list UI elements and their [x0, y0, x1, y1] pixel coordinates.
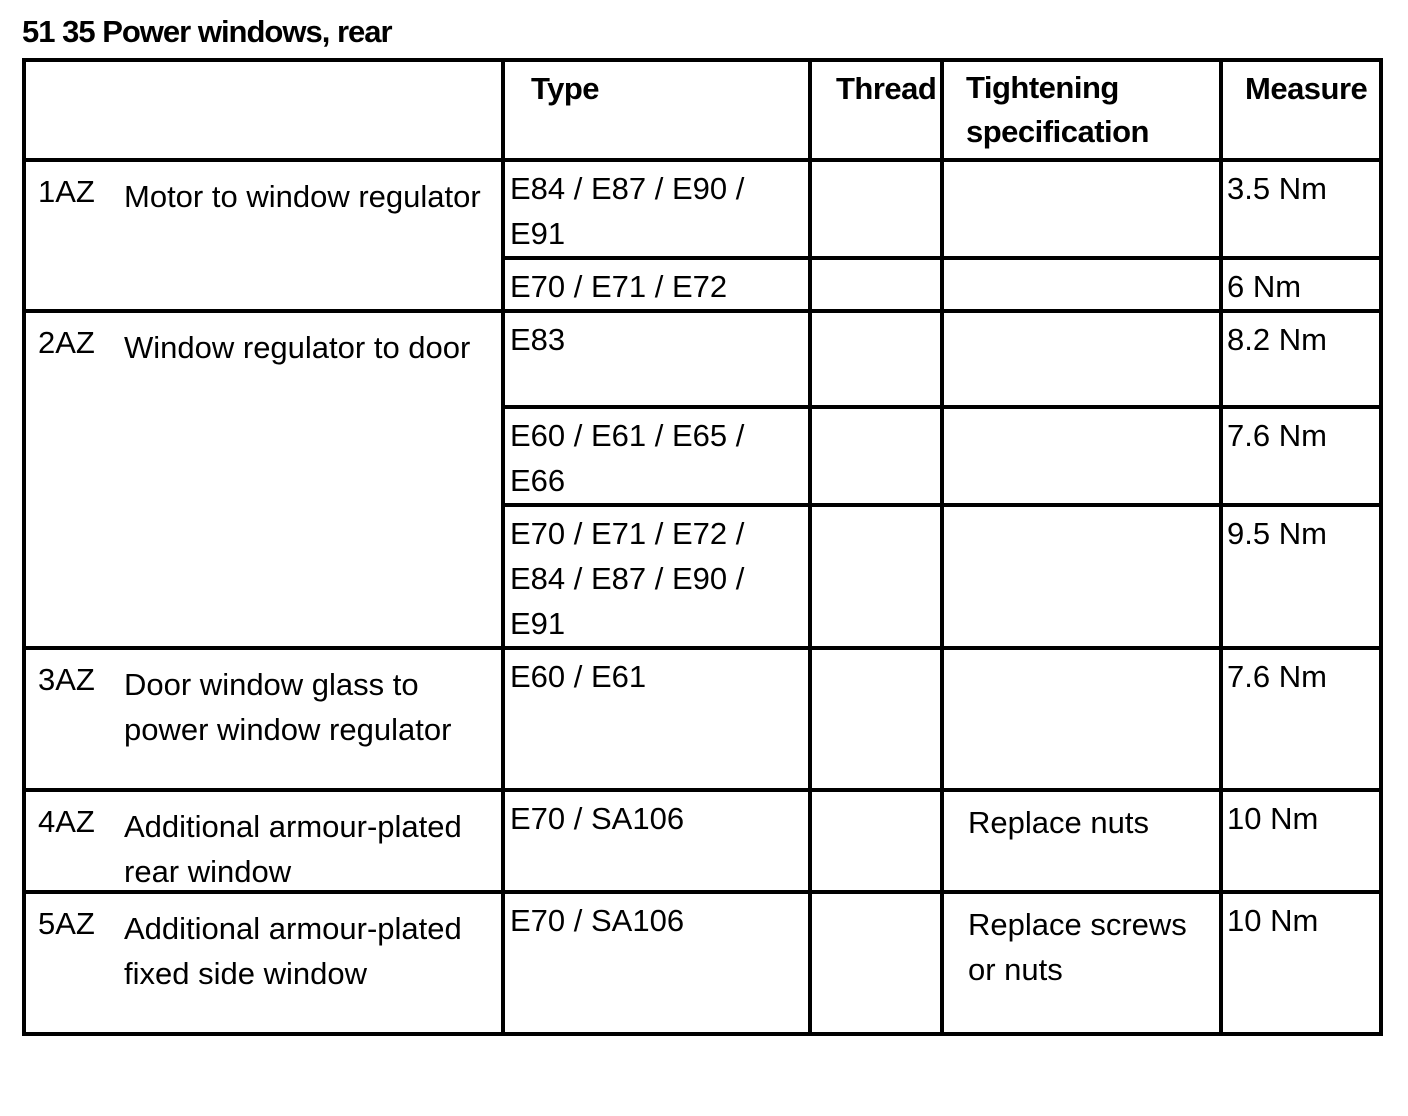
thread-cell	[810, 790, 942, 892]
type-cell: E70 / E71 / E72 / E84 / E87 / E90 / E91	[503, 505, 810, 648]
torque-spec-table	[22, 58, 1383, 1036]
measure-cell: 8.2 Nm	[1221, 311, 1381, 407]
item-cell	[24, 648, 503, 790]
specification-cell	[942, 258, 1221, 311]
table-header-row	[24, 60, 1381, 160]
specification-cell	[942, 407, 1221, 505]
type-cell: E70 / SA106	[503, 892, 810, 1034]
measure-cell: 6 Nm	[1221, 258, 1381, 311]
measure-cell: 10 Nm	[1221, 892, 1381, 1034]
item-cell	[24, 892, 503, 1034]
type-cell: E70 / E71 / E72	[503, 258, 810, 311]
thread-cell	[810, 892, 942, 1034]
item-cell	[24, 160, 503, 311]
specification-cell	[942, 311, 1221, 407]
item-code: 2AZ	[38, 325, 95, 360]
table-row	[24, 892, 1381, 1034]
table-row	[24, 311, 1381, 407]
item-cell	[24, 311, 503, 648]
table-row	[24, 648, 1381, 790]
specification-cell: Replace nuts	[942, 790, 1221, 892]
type-cell: E70 / SA106	[503, 790, 810, 892]
measure-cell: 10 Nm	[1221, 790, 1381, 892]
item-description: Motor to window regulator	[124, 179, 481, 214]
header-tightening-specification: Tightening specification	[942, 60, 1221, 160]
specification-cell	[942, 505, 1221, 648]
specification-cell	[942, 160, 1221, 258]
item-description: Additional armour-plated rear window	[124, 809, 462, 889]
measure-cell: 3.5 Nm	[1221, 160, 1381, 258]
item-description: Window regulator to door	[124, 330, 471, 365]
item-code: 3AZ	[38, 662, 95, 697]
item-code: 5AZ	[38, 906, 95, 941]
page-title: 51 35 Power windows, rear	[22, 14, 392, 49]
thread-cell	[810, 311, 942, 407]
table-row	[24, 160, 1381, 258]
type-cell: E84 / E87 / E90 / E91	[503, 160, 810, 258]
item-code: 1AZ	[38, 174, 95, 209]
header-item	[24, 60, 503, 160]
header-thread: Thread	[810, 60, 942, 160]
type-cell: E60 / E61 / E65 / E66	[503, 407, 810, 505]
item-description: Additional armour-plated fixed side window	[124, 911, 462, 991]
table-row	[24, 790, 1381, 892]
item-description: Door window glass to power window regulator	[124, 667, 452, 747]
measure-cell: 7.6 Nm	[1221, 407, 1381, 505]
thread-cell	[810, 505, 942, 648]
thread-cell	[810, 258, 942, 311]
thread-cell	[810, 160, 942, 258]
type-cell: E83	[503, 311, 810, 407]
specification-cell	[942, 648, 1221, 790]
item-cell	[24, 790, 503, 892]
measure-cell: 7.6 Nm	[1221, 648, 1381, 790]
type-cell: E60 / E61	[503, 648, 810, 790]
item-code: 4AZ	[38, 804, 95, 839]
measure-cell: 9.5 Nm	[1221, 505, 1381, 648]
thread-cell	[810, 648, 942, 790]
specification-cell: Replace screws or nuts	[942, 892, 1221, 1034]
header-type: Type	[503, 60, 810, 160]
header-measure: Measure	[1221, 60, 1381, 160]
thread-cell	[810, 407, 942, 505]
